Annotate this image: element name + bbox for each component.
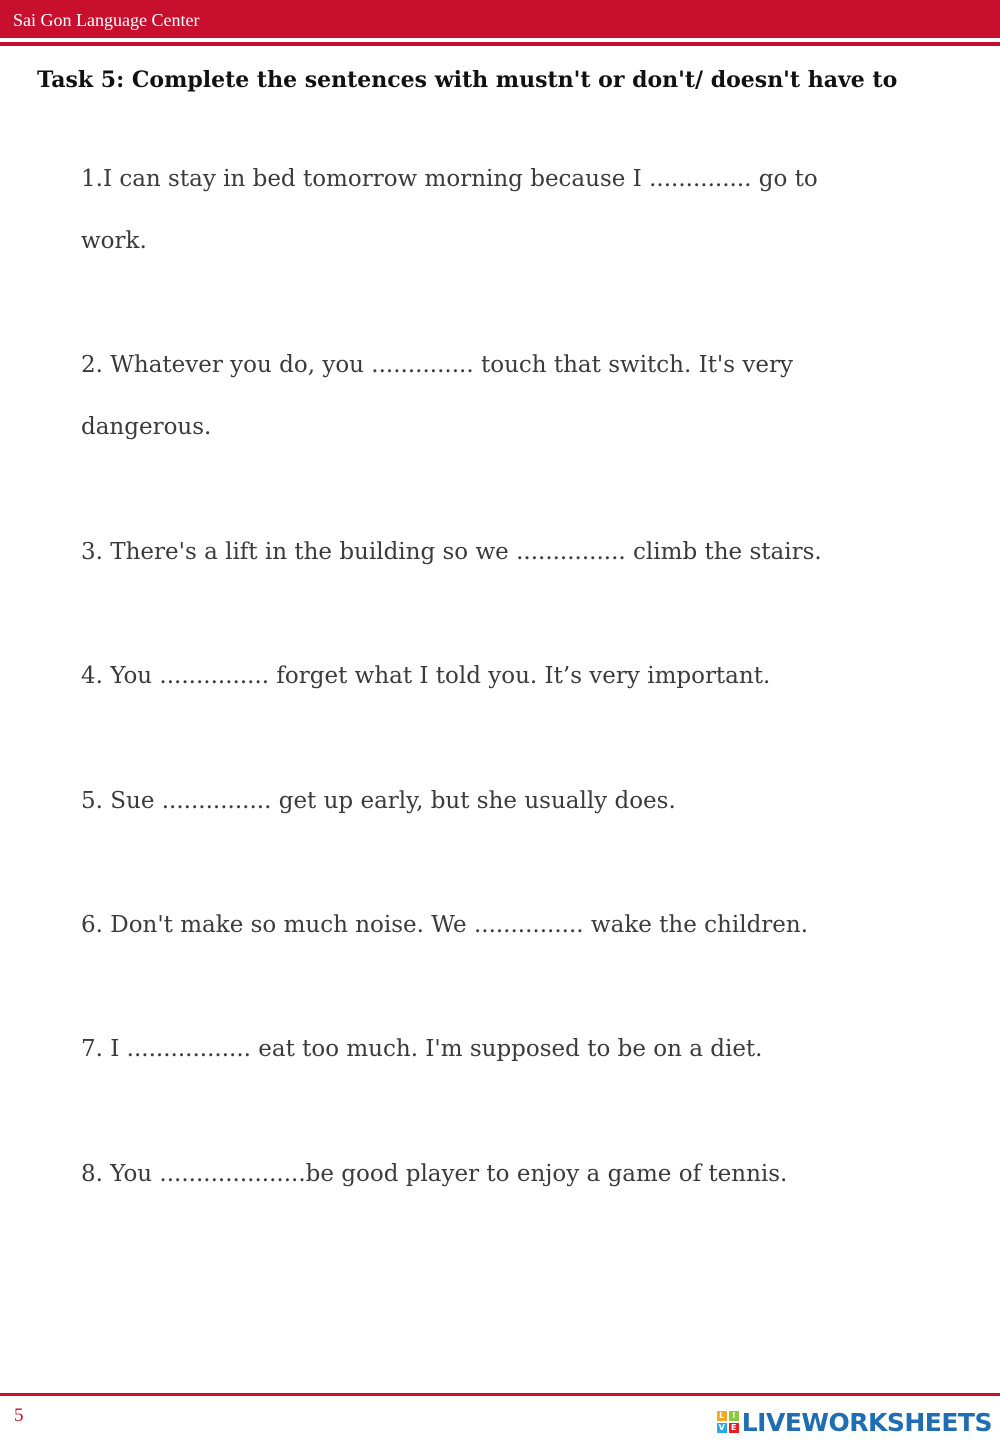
- sentence-5: [81, 770, 921, 832]
- page-number: 5: [14, 1405, 24, 1426]
- logo-cell: V: [718, 1423, 725, 1432]
- footer-divider: [0, 1393, 1000, 1396]
- sentence-7: [81, 1018, 921, 1080]
- sentence-line: work.: [81, 228, 147, 254]
- task-title: Task 5: Complete the sentences with mustn't or don't/ doesn't have to: [37, 67, 898, 93]
- header-divider: [0, 42, 1000, 46]
- sentence-line: 8. You ....................be good player to enjoy a game of tennis.: [81, 1161, 788, 1187]
- sentence-line: dangerous.: [81, 414, 212, 440]
- logo-cell: L: [717, 1411, 727, 1421]
- sentence-line: 7. I ................. eat too much. I'm supposed to be on a diet.: [81, 1036, 763, 1062]
- sentence-4: [81, 645, 921, 707]
- sentence-1: [81, 148, 921, 272]
- sentence-line: 2. Whatever you do, you .............. touch that switch. It's very: [81, 352, 793, 378]
- header-title: Sai Gon Language Center: [13, 10, 200, 30]
- sentence-2: [81, 334, 921, 458]
- sentence-line: 5. Sue ............... get up early, but she usually does.: [81, 788, 676, 814]
- sentence-line: 6. Don't make so much noise. We ............... wake the children.: [81, 912, 809, 938]
- sentence-line: 3. There's a lift in the building so we ............... climb the stairs.: [81, 539, 822, 565]
- logo-cell: I: [729, 1411, 739, 1421]
- liveworksheets-brand: [717, 1404, 992, 1440]
- sentence-6: [81, 894, 921, 956]
- liveworksheets-logo-icon: [717, 1411, 739, 1433]
- sentence-line: 1.I can stay in bed tomorrow morning because I .............. go to: [81, 166, 818, 192]
- logo-cell: E: [729, 1423, 739, 1433]
- sentence-line: 4. You ............... forget what I told you. It’s very important.: [81, 663, 771, 689]
- sentence-3: [81, 521, 921, 583]
- sentence-8: [81, 1143, 921, 1205]
- header-bar: [0, 0, 1000, 38]
- brand-name: LIVEWORKSHEETS: [741, 1407, 992, 1437]
